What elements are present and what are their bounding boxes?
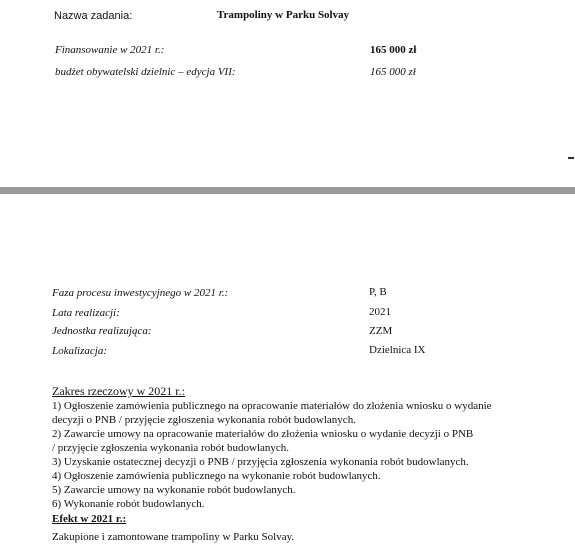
task-name-label: Nazwa zadania: — [54, 10, 133, 22]
scope-line: 4) Ogłoszenie zamówienia publicznego na wykonanie robót budowlanych. — [52, 470, 381, 482]
scope-line: 3) Uzyskanie ostatecznej decyzji o PNB / przyjęcia zgłoszenia wykonania robót budowlanych. — [52, 456, 469, 468]
phase-value: P, B — [369, 286, 387, 298]
effect-heading: Efekt w 2021 r.: — [52, 513, 127, 525]
years-label: Lata realizacji: — [52, 307, 120, 319]
effect-text: Zakupione i zamontowane trampoliny w Parku Solvay. — [52, 531, 295, 543]
location-value: Dzielnica IX — [369, 344, 426, 356]
scope-list — [52, 401, 512, 510]
scope-heading: Zakres rzeczowy w 2021 r.: — [52, 384, 185, 398]
budget-value: 165 000 zł — [370, 66, 416, 78]
years-value: 2021 — [369, 306, 391, 318]
scope-line: / przyjęcie zgłoszenia wykonania robót budowlanych. — [52, 442, 290, 454]
page-top — [0, 0, 575, 187]
task-name-value: Trampoliny w Parku Solvay — [217, 9, 350, 21]
financing-label: Finansowanie w 2021 r.: — [55, 44, 165, 56]
scope-line: 6) Wykonanie robót budowlanych. — [52, 498, 205, 510]
scope-line: decyzji o PNB / przyjęcie zgłoszenia wykonania robót budowlanych. — [52, 414, 356, 426]
scope-line: 2) Zawarcie umowy na opracowanie materiałów do złożenia wniosku o wydanie decyzji o PNB — [52, 428, 474, 440]
page-separator — [0, 187, 575, 194]
unit-value: ZZM — [369, 325, 393, 337]
financing-value: 165 000 zł — [370, 44, 417, 56]
location-label: Lokalizacja: — [52, 345, 107, 357]
budget-label: budżet obywatelski dzielnic – edycja VII: — [55, 66, 236, 78]
scope-line: 5) Zawarcie umowy na wykonanie robót budowlanych. — [52, 484, 296, 496]
phase-label: Faza procesu inwestycyjnego w 2021 r.: — [52, 287, 229, 299]
unit-label: Jednostka realizująca: — [52, 325, 152, 337]
edge-mark — [568, 157, 574, 159]
scope-line: 1) Ogłoszenie zamówienia publicznego na opracowanie materiałów do złożenia wniosku o wydanie — [52, 400, 492, 412]
